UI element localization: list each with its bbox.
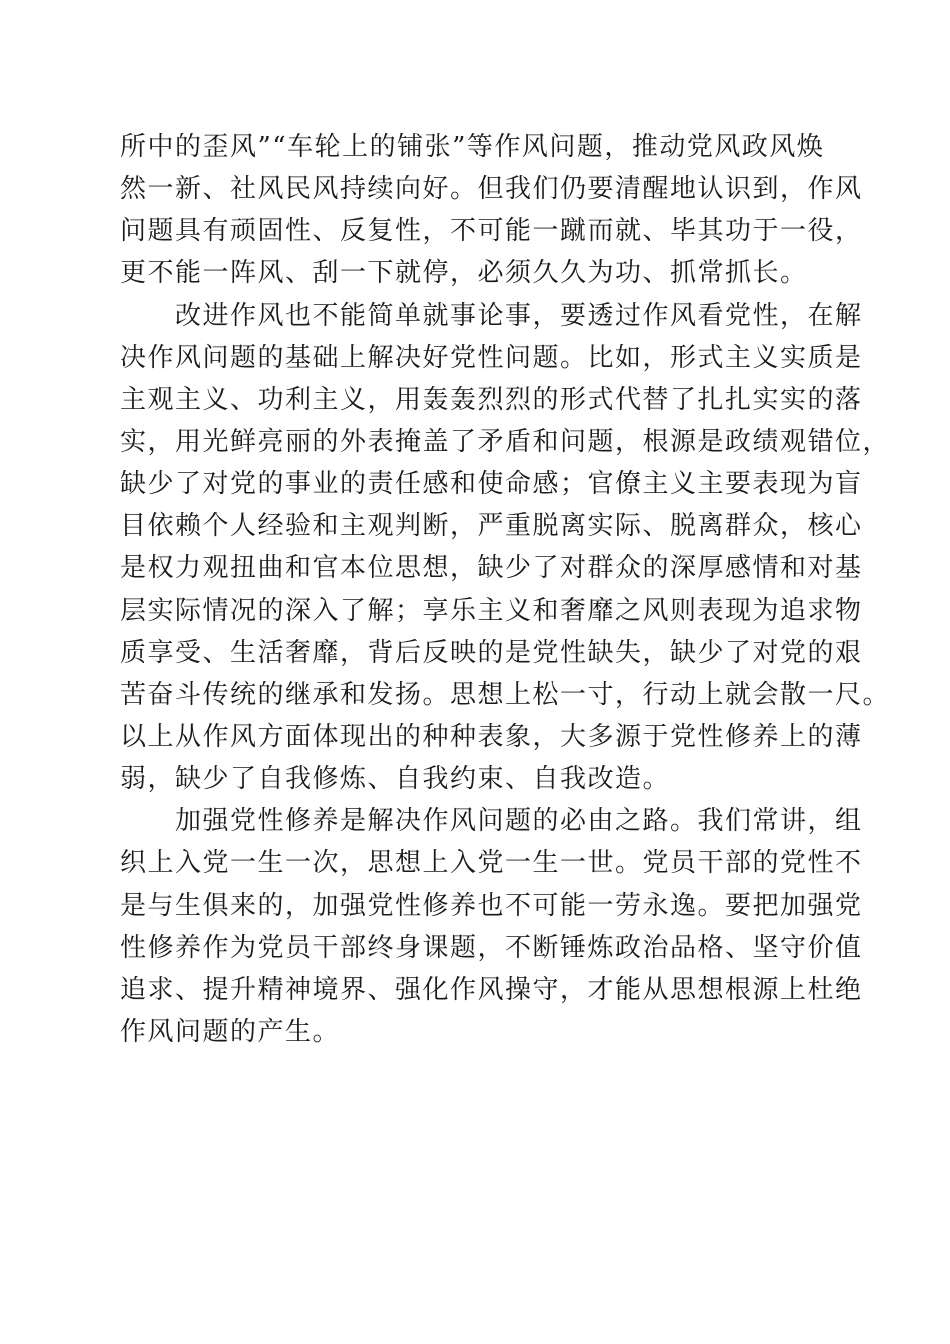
text-line: 然一新、社风民风持续向好。但我们仍要清醒地认识到，作风	[120, 174, 863, 205]
text-line: 问题具有顽固性、反复性，不可能一蹴而就、毕其功于一役，	[120, 216, 863, 247]
text-line: 目依赖个人经验和主观判断，严重脱离实际、脱离群众，核心	[120, 511, 863, 542]
text-line: 弱，缺少了自我修炼、自我约束、自我改造。	[120, 764, 671, 795]
text-line: 织上入党一生一次，思想上入党一生一世。党员干部的党性不	[120, 848, 863, 879]
text-line: 作风问题的产生。	[120, 1016, 341, 1047]
text-line: 加强党性修养是解决作风问题的必由之路。我们常讲，组	[120, 806, 863, 837]
text-line: 是与生俱来的，加强党性修养也不可能一劳永逸。要把加强党	[120, 890, 863, 921]
text-line: 以上从作风方面体现出的种种表象，大多源于党性修养上的薄	[120, 721, 863, 752]
text-line: 主观主义、功利主义，用轰轰烈烈的形式代替了扎扎实实的落	[120, 384, 863, 415]
text-line: 所中的歪风”“车轮上的铺张”等作风问题，推动党风政风焕	[120, 132, 825, 162]
text-line: 是权力观扭曲和官本位思想，缺少了对群众的深厚感情和对基	[120, 553, 863, 584]
text-line: 质享受、生活奢靡，背后反映的是党性缺失，缺少了对党的艰	[120, 637, 863, 668]
text-line: 追求、提升精神境界、强化作风操守，才能从思想根源上杜绝	[120, 974, 863, 1005]
document-body	[120, 126, 891, 1053]
text-line: 更不能一阵风、刮一下就停，必须久久为功、抓常抓长。	[120, 258, 808, 289]
text-line: 改进作风也不能简单就事论事，要透过作风看党性，在解	[120, 300, 863, 331]
text-line: 缺少了对党的事业的责任感和使命感；官僚主义主要表现为盲	[120, 469, 863, 500]
text-line: 实，用光鲜亮丽的外表掩盖了矛盾和问题，根源是政绩观错位，	[120, 426, 891, 457]
text-line: 决作风问题的基础上解决好党性问题。比如，形式主义实质是	[120, 342, 863, 373]
text-line: 性修养作为党员干部终身课题，不断锤炼政治品格、坚守价值	[120, 932, 863, 963]
text-line: 层实际情况的深入了解；享乐主义和奢靡之风则表现为追求物	[120, 595, 863, 626]
text-line: 苦奋斗传统的继承和发扬。思想上松一寸，行动上就会散一尺。	[120, 679, 891, 710]
